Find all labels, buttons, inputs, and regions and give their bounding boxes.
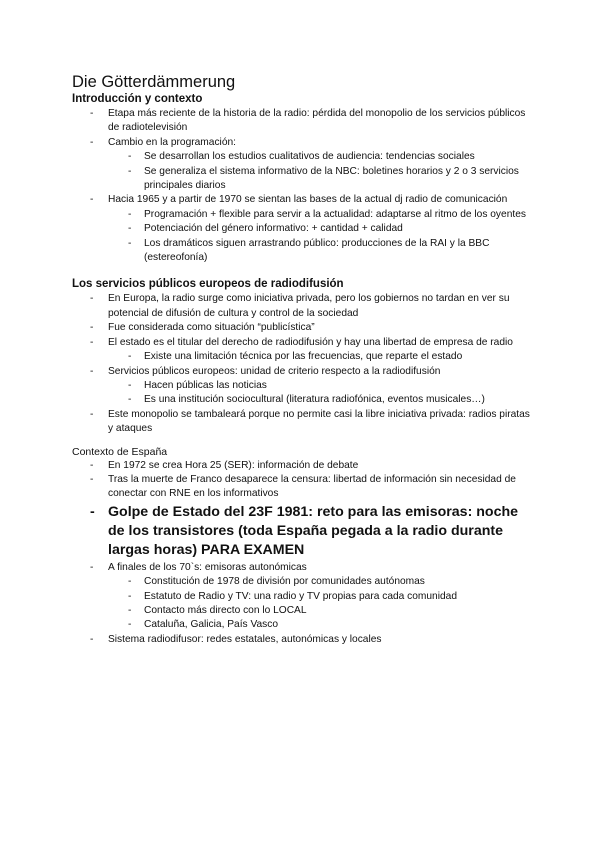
sub-list-item: - Se desarrollan los estudios cualitativos de audiencia: tendencias sociales xyxy=(72,150,532,164)
list-item: - En 1972 se crea Hora 25 (SER): información de debate xyxy=(72,459,532,473)
sub-list-item: - Constitución de 1978 de división por comunidades autónomas xyxy=(72,575,532,589)
list-item: - Servicios públicos europeos: unidad de criterio respecto a la radiodifusión xyxy=(72,365,532,379)
list-item: - Sistema radiodifusor: redes estatales, autonómicas y locales xyxy=(72,633,532,647)
sub-list-item: - Hacen públicas las noticias xyxy=(72,379,532,393)
list-item: - Etapa más reciente de la historia de la radio: pérdida del monopolio de los servicios públicos de radiotelevisión xyxy=(72,107,532,136)
sub-list-item: - Estatuto de Radio y TV: una radio y TV propias para cada comunidad xyxy=(72,590,532,604)
document-body xyxy=(72,92,532,647)
sub-list-item: - Cataluña, Galicia, País Vasco xyxy=(72,618,532,632)
section-heading: Introducción y contexto xyxy=(72,93,203,105)
bullet-list xyxy=(72,459,532,648)
list-item: - El estado es el titular del derecho de radiodifusión y hay una libertad de empresa de radio xyxy=(72,336,532,350)
document-page xyxy=(72,72,532,647)
sub-list-item: - Los dramáticos siguen arrastrando público: producciones de la RAI y la BBC (estereofonía) xyxy=(72,237,532,266)
list-item: - En Europa, la radio surge como iniciativa privada, pero los gobiernos no tardan en ver su potencial de difusión de cultura y control de la sociedad xyxy=(72,292,532,321)
sub-list-item: - Programación + flexible para servir a la actualidad: adaptarse al ritmo de los oyentes xyxy=(72,208,532,222)
list-item: - Tras la muerte de Franco desaparece la censura: libertad de información sin necesidad de conectar con RNE en los informativos xyxy=(72,473,532,502)
sub-list-item: - Se generaliza el sistema informativo de la NBC: boletines horarios y 2 o 3 servicios principales diarios xyxy=(72,165,532,194)
sub-list-item: - Contacto más directo con lo LOCAL xyxy=(72,604,532,618)
list-item: - Cambio en la programación: xyxy=(72,136,532,150)
list-item: - Hacia 1965 y a partir de 1970 se sientan las bases de la actual dj radio de comunicación xyxy=(72,193,532,207)
section-heading: Contexto de España xyxy=(72,445,168,458)
bullet-list xyxy=(72,107,532,265)
bullet-list xyxy=(72,292,532,436)
list-item: - Este monopolio se tambaleará porque no permite casi la libre iniciativa privada: radios piratas y ataques xyxy=(72,408,532,437)
sub-list-item: - Existe una limitación técnica por las frecuencias, que reparte el estado xyxy=(72,350,532,364)
document-title: Die Götterdämmerung xyxy=(72,73,236,91)
list-item: - Fue considerada como situación “publicística” xyxy=(72,321,532,335)
sub-list-item: - Es una institución sociocultural (literatura radiofónica, eventos musicales…) xyxy=(72,393,532,407)
sub-list-item: - Potenciación del género informativo: + cantidad + calidad xyxy=(72,222,532,236)
section-heading: Los servicios públicos europeos de radiodifusión xyxy=(72,278,344,291)
list-item: - Golpe de Estado del 23F 1981: reto para las emisoras: noche de los transistores (toda España pegada a la radio durante largas horas) PARA EXAMEN xyxy=(72,503,532,560)
list-item: - A finales de los 70`s: emisoras autonómicas xyxy=(72,561,532,575)
